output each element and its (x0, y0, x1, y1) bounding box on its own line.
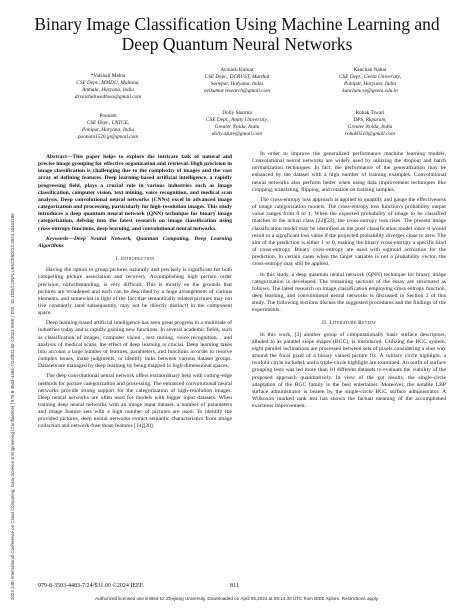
body-paragraph: In this study, a deep quantum neural network (QNN) technique for binary image categorization is developed. The remaining sections of the essay are structured as follows. The latest research on image classification employing cross entropy function, deep learning, and convolutional neural networks is discussed in Section 2 of this study. The following sections discuss the suggested procedures and the findings of the experiments. (252, 271, 446, 314)
author-block (177, 67, 297, 95)
author-email: rohak0510@gmail.com (345, 131, 395, 137)
author-affiliation: CSE Dept., MMDU, Mullana, (76, 80, 140, 86)
author-block (310, 67, 430, 95)
body-paragraph: In order to improve the generalized performance machine learning models, Convolutional neural networks are widely used by utilizing the dropout and batch normalization techniques. In fact, the performance of the generalization may be enhanced by the dataset with a high number of training examples. Convolutional neural networks also perform better when using data improvement techniques like cropping, translating, flipping, and rotation on training samples. (252, 151, 446, 193)
author-location: Panipat, Haryana, India (343, 81, 397, 87)
section-heading-literature-review: II. Literature Review (322, 320, 376, 327)
author-email: kanchancse@geeta.edu.in (342, 88, 398, 94)
author-name: Poonam (99, 113, 117, 119)
body-paragraph: Having the option to group pictures naturally and precisely is significant for both compelling picture association and recovery. Accomplishing high picture order precision, notwithstanding, is very difficult. This is mostly on the grounds that pictures are broadened and each can be described by a huge arrangement of various elements, and somewhat in light of the fact that semantically related pictures may not live constantly (and subsequently, may not be directly distinct) in the component space. (38, 267, 232, 317)
author-location: Sonepat, Haryana, India (210, 81, 264, 87)
author-name: Dolly Sharma (222, 110, 252, 116)
author-name: *Vaishali Mehta (90, 73, 126, 79)
author-email: avikumar.research@gmail.com (204, 88, 270, 94)
copyright-line: 979-8-3503-4483-7/24/$31.00 ©2024 IEEE (38, 583, 144, 589)
author-location: Greater Noida, India (347, 124, 393, 130)
author-affiliation: CSE Dept., LNTCE, (86, 120, 130, 126)
page-number: 811 (230, 583, 239, 589)
author-location: Ambala, Haryana, India (82, 87, 134, 93)
body-paragraph: The deep convolutional neural network offers extraordinary help with cutting-edge methods for picture categorization and processing. The enhanced convolutional neural networks provide strong support for the categorization of high-resolution images. Deep neural networks are often used for models with bigger input datasets. When training deep neural networks with an image input dataset, a number of parameters and image feature sets with a high number of pictures are used. To identify the provided pictures, deep neural networks extract semantic characteristics from image collection and network-fuse those features [14][20]. (38, 373, 232, 430)
author-email: drvaishaliwadhwa@gmail.com (74, 94, 142, 100)
author-block (177, 110, 297, 138)
right-column (252, 151, 446, 413)
author-location: Panipat, Haryana, India (81, 127, 135, 133)
author-affiliation: CSE Dept., Amity University, (206, 117, 268, 123)
abstract: Abstract—This paper helps to explore the intricate task of natural and precise image grouping for effective organization and retrieval. High precision in image classification is challenging due to the complexity of images and the vast array of defining features. Deep learning-based artificial intelligence, a rapidly progressing field, plays a crucial role in various industries such as image classification, computer vision, text mining, voice recognition, and medical scan analysis. Deep convolutional neural networks (CNNs) excel in advanced image categorization and processing, particularly for high-resolution images. This study introduces a deep quantum neural network (QNN) technique for binary image categorization, delving into the latest research on image classification using cross-entropy functions, deep learning, and convolutional neural networks. (38, 154, 232, 232)
author-email: dolly.azure@gmail.com (211, 131, 263, 137)
author-block (48, 73, 168, 101)
author-affiliation: DPS, Rkpuram, (353, 117, 387, 123)
author-block (310, 110, 430, 138)
license-notice: Authorized licensed use limited to: Zhejiang University. Downloaded on April 06,2024 at 09:14:30 UTC from IEEE Xplore. Restrictions apply. (95, 596, 379, 601)
author-location: Greater Noida, India (214, 124, 260, 130)
author-affiliation: CSE Dept., Geeta University, (338, 74, 402, 80)
body-paragraph: Deep learning-based artificial intelligence has seen great progress in a multitude of industries today and is rapidly gaining new functions. In several academic fields, such as classification of images, computer vision , text mining, voice recognition, , and analysis of medical scans, the effect of deep learning is crucial. Deep learning takes into account a large number of features, parameters, and functions in order to resolve complex issues, make judgments, or identify links between various dataset groups. Datasets are managed by deep learning by being mapped to high-dimensional spaces. (38, 320, 232, 370)
section-heading-introduction: I. Introduction (115, 256, 155, 263)
keywords: Keywords—Deep Neural Network, Quantum Computing, Deep Learning Algorithms (38, 235, 232, 249)
author-name: Kanchan Nahar (353, 67, 387, 73)
author-name: Rohak Tiwari (355, 110, 385, 116)
author-email: poonam1520.jp@gmail.com (77, 134, 139, 140)
side-banner (2, 40, 15, 600)
paper-title: Binary Image Classification Using Machine Learning and Deep Quantum Neural Networks (34, 14, 440, 54)
author-affiliation: CSE Dept., DCRUST, Murthal (204, 74, 270, 80)
author-block (48, 113, 168, 141)
body-paragraph: The cross-entropy loss approach is applied to quantify and gauge the effectiveness of image categorization models. The cross-entropy loss function's probability output value ranges from 0 to 1. When the expected probability of image to be classified matches to the actual class [22][23], the cross-entropy loss rises. The present image classification model may be identified as the poor classification model since it would result in a significant loss value if the projected probability diverges close to zero. The aim of the prediction is either 1 or 0, making the binary cross-entropy a specific kind of cross-entropy. Binary cross-entropy are used with sigmoid activation for the prediction. In certain cases when the target variable is not a probability vector, the cross-entropy may still be applied. (252, 196, 446, 268)
body-paragraph: In this work, [3] another group of computationally basic surface descriptors, alluded to as parallel slope shapes (BGC), is introduced. Utilizing the BGC system, eight parallel inclinations are processed between sets of pixels considering a shut way around the focal pixel of a binary valued picture fix. A solitary circle highlight, a twofold circle included, and a triple-circle highlight are examined. An outfit of surface grouping tests was led more than 10 different datasets to evaluate the viability of the proposed approach quantitatively. In view of the got results, the single-circle adaptation of the BGC family is the best entertainer. Moreover, the notable LBP surface administrator is beaten by the single-circle BGC surface administrator. A Wilkoxon marked rank test has shown the factual meaning of the accomplished exactness improvement. (252, 331, 446, 410)
author-name: Avinash Kumar (220, 67, 254, 73)
left-column (38, 154, 232, 434)
conference-doi-text: 2024 14th International Conference on Cloud Computing, Data Science & Engineering (Confluence) | 979-8-3503-4483-7/24/$31.00 ©2024 IEEE | DOI: 10.1109/CONFLUENCE60223.2024.10463286 (10, 213, 15, 600)
